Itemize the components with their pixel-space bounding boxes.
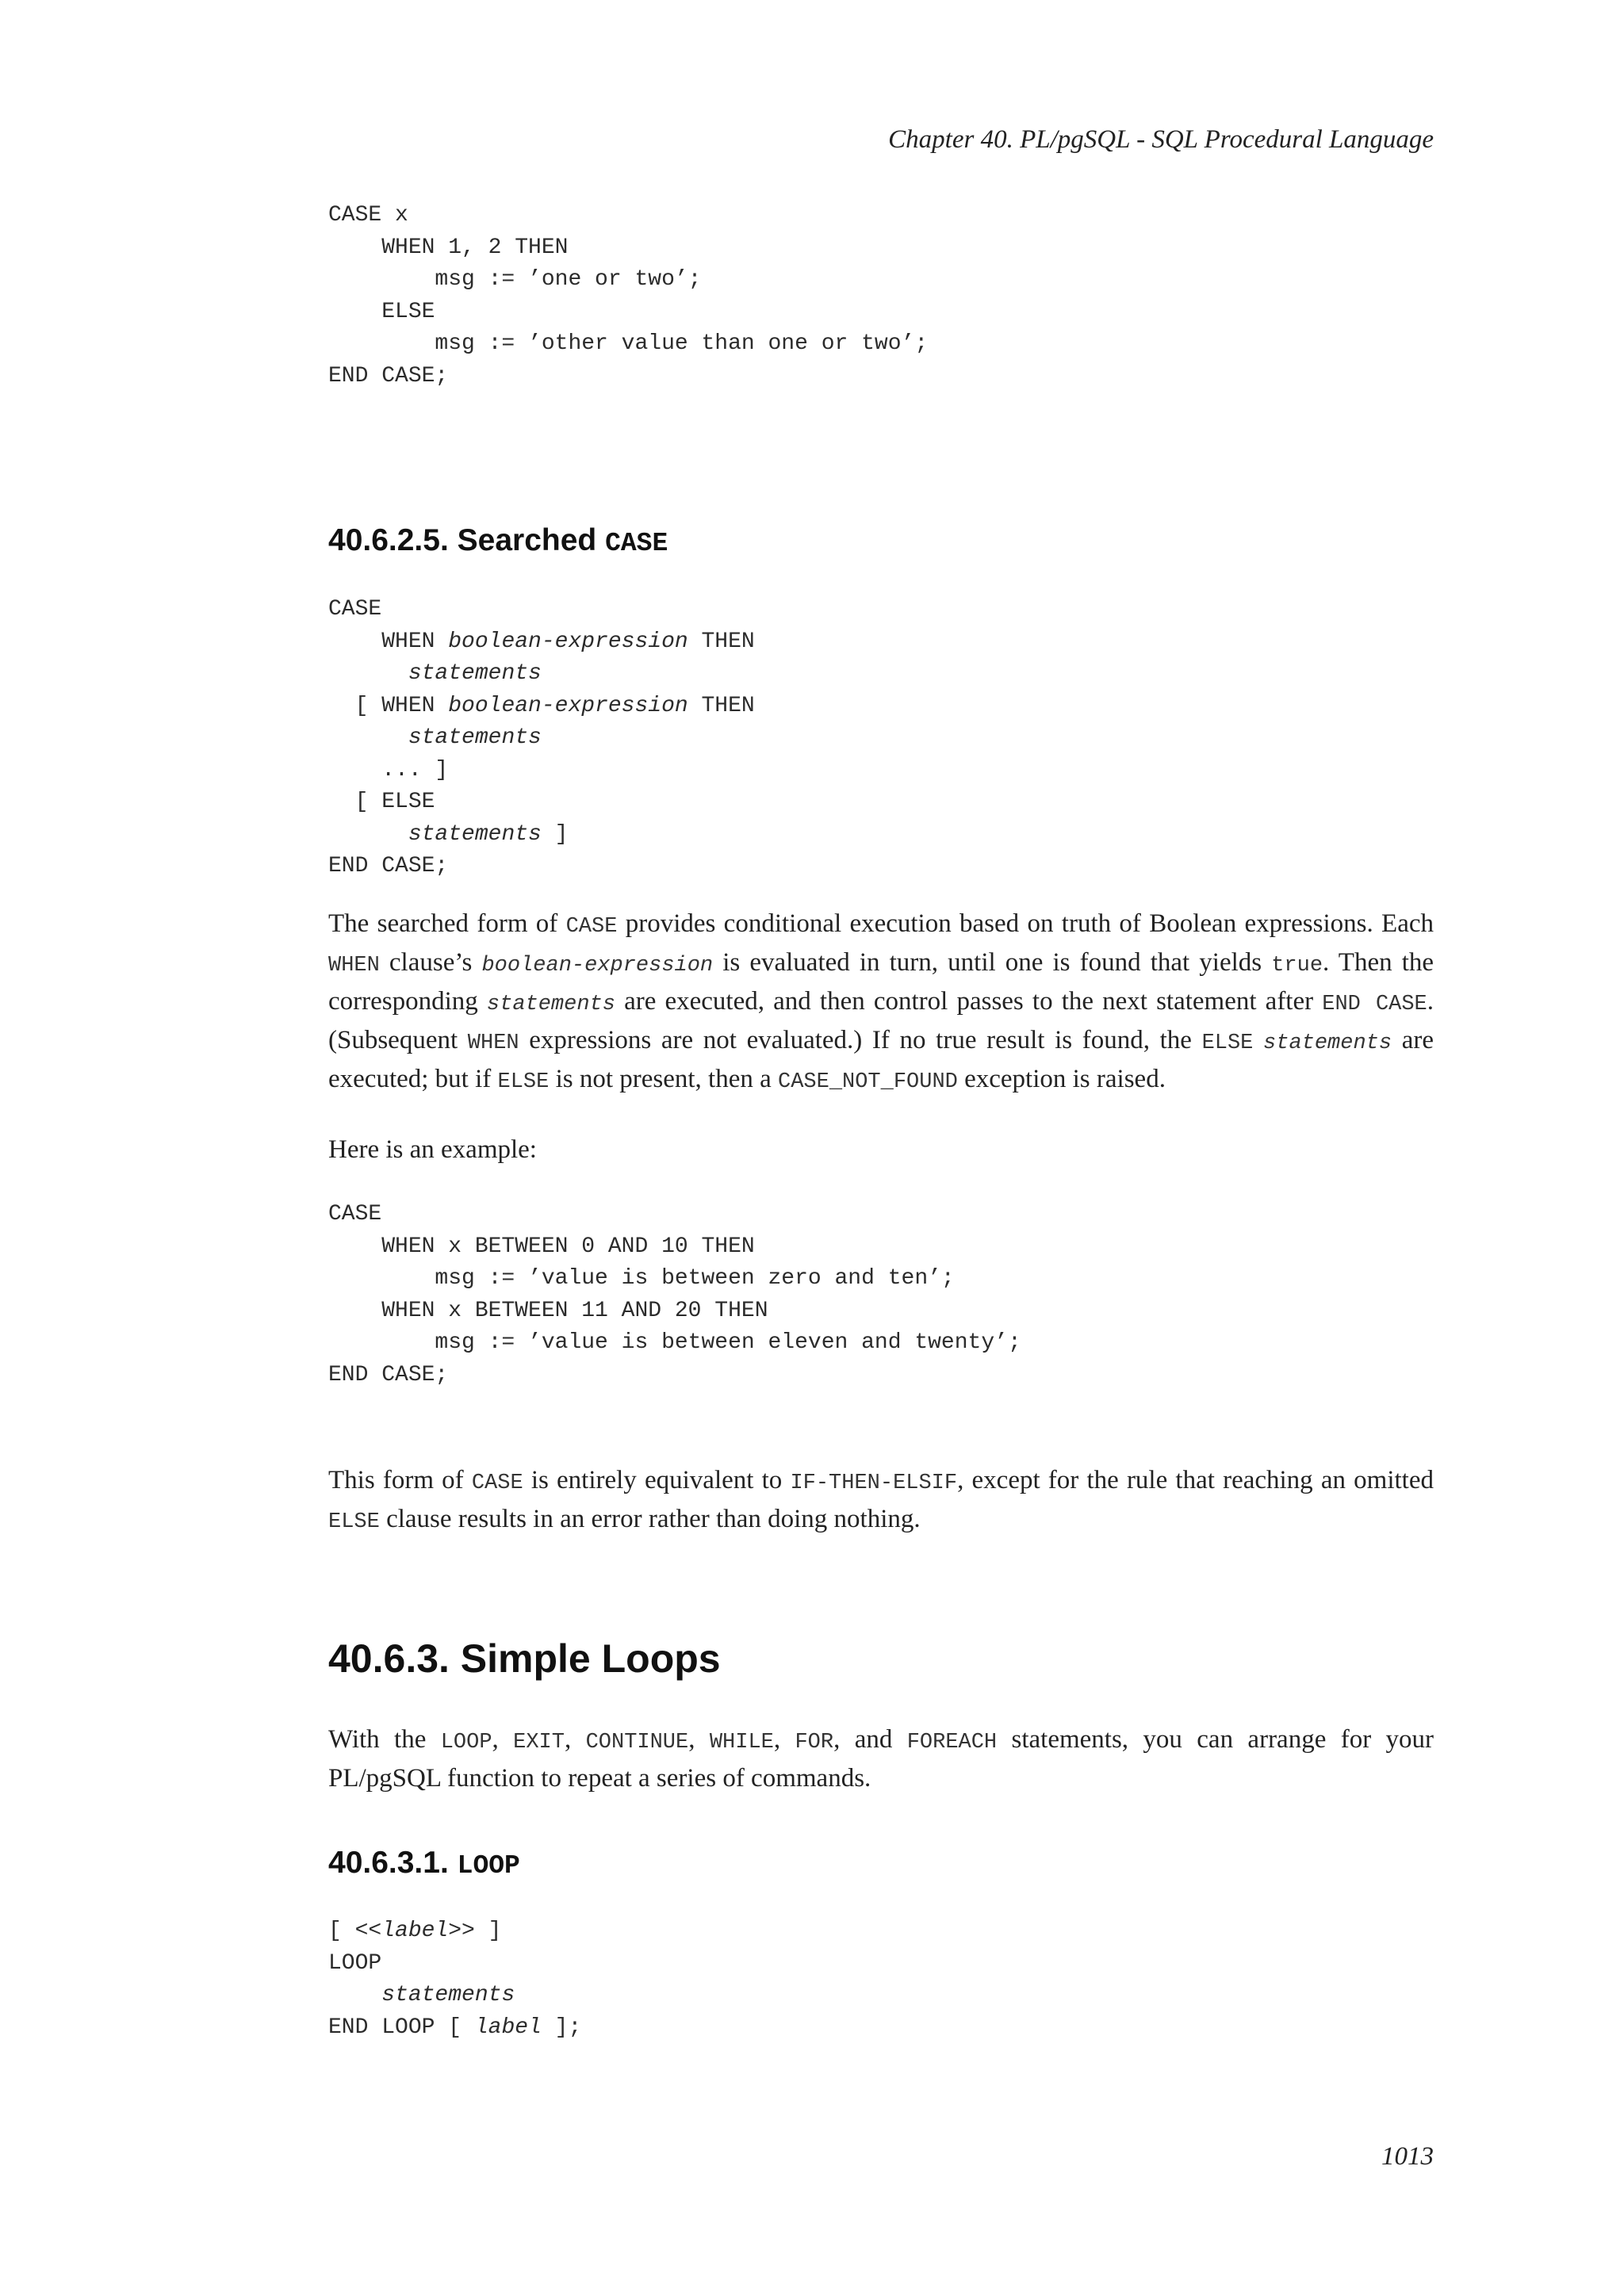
code-block-case-example: CASE WHEN x BETWEEN 0 AND 10 THEN msg := ’value is between zero and ten’; WHEN x BETWEEN 11 AND 20 THEN msg := ’value is between eleven and twenty’; END CASE; [328, 1202, 1021, 1387]
section-heading-loop: 40.6.3.1. LOOP [328, 1846, 520, 1881]
paragraph-searched-case-description: The searched form of CASE provides conditional execution based on truth of Boolean expressions. Each WHEN clause’s boolean-expression is evaluated in turn, until one is found that yields true. Then the corresponding statements are executed, and then control passes to the next statement after END CASE. (Subsequent WHEN expressions are not evaluated.) If no true result is found, the ELSE statements are executed; but if ELSE is not present, then a CASE_NOT_FOUND exception is raised. [328, 909, 1434, 1094]
code-block-case-x: CASE x WHEN 1, 2 THEN msg := ’one or two’; ELSE msg := ’other value than one or two’; END CASE; [328, 203, 929, 388]
paragraph-case-equivalence: This form of CASE is entirely equivalent to IF-THEN-ELSIF, except for the rule that reaching an omitted ELSE clause results in an error rather than doing nothing. [328, 1466, 1434, 1534]
paragraph-example-intro: Here is an example: [328, 1135, 537, 1164]
code-block-loop-syntax: [ <<label>> ] LOOP statements END LOOP [ label ]; [328, 1919, 582, 2040]
paragraph-simple-loops-intro: With the LOOP, EXIT, CONTINUE, WHILE, FOR, and FOREACH statements, you can arrange for your PL/pgSQL function to repeat a series of commands. [328, 1725, 1434, 1793]
section-heading-simple-loops: 40.6.3. Simple Loops [328, 1636, 721, 1681]
code-block-searched-case-syntax: CASE WHEN boolean-expression THEN statements [ WHEN boolean-expression THEN statements ... ] [ ELSE statements ] END CASE; [328, 597, 755, 878]
page-number: 1013 [1381, 2142, 1434, 2171]
section-heading-searched-case: 40.6.2.5. Searched CASE [328, 523, 668, 558]
running-header: Chapter 40. PL/pgSQL - SQL Procedural Language [888, 125, 1434, 154]
